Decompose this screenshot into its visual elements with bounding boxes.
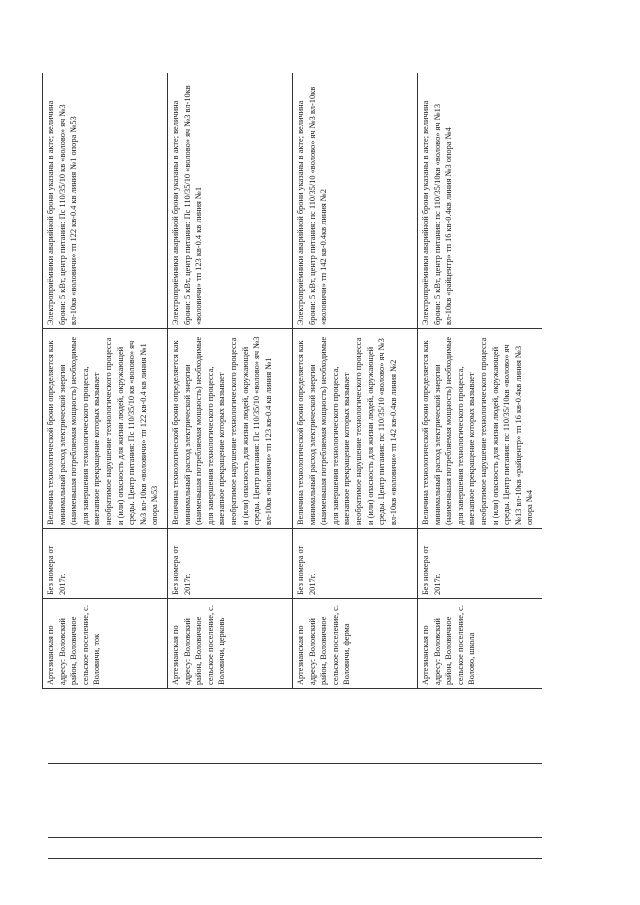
number-text: Без номера от 2017г. <box>296 545 317 595</box>
emergency-reserve-text: Электроприёмники аварийной брони указаны в акте; величина брони: 5 кВт, центр питания: пс 110/35/10 «волово» яч №3 вл-10кв «воловичи» тп 142 кв-0.4кв линия №2 <box>296 86 329 325</box>
technological-reserve-cell <box>168 329 293 529</box>
horizontal-rule-3 <box>48 858 542 859</box>
emergency-reserve-text: Электроприёмники аварийной брони указаны в акте; величина брони: 5 кВт, центр питания: Пс 110/35/10 «волово» яч №3 вл-10кв «воловичи» тп 123 кв-0.4 кв линия №1 <box>171 85 204 325</box>
number-cell <box>43 529 168 599</box>
address-text: Артезианская по адресу: Воловский район, Воловичное сельское поселение, с. Воловичи, ток <box>46 605 102 685</box>
number-text: Без номера от 2017г. <box>421 545 442 595</box>
horizontal-rule-2 <box>48 837 542 838</box>
number-text: Без номера от 2017г. <box>46 545 67 595</box>
emergency-reserve-text: Электроприёмники аварийной брони указаны в акте; величина брони: 5 кВт, центр питания: пс 110/35/10кв «волово» яч №13 вл-10кв «райцентр» тп 16 кв-0.4кв линия №3 опора №4 <box>421 100 454 325</box>
address-cell <box>293 599 418 689</box>
emergency-reserve-cell <box>418 73 543 329</box>
address-text: Артезианская по адресу: Воловский район, Воловичное сельское поселение, с. Воловичи, ферма <box>296 605 352 685</box>
horizontal-rule-1 <box>48 763 542 764</box>
technological-reserve-cell <box>418 329 543 529</box>
rotated-table-region <box>42 73 542 689</box>
address-cell <box>43 599 168 689</box>
number-text: Без номера от 2017г. <box>171 545 192 595</box>
table-row <box>293 73 418 689</box>
table-row <box>43 73 168 689</box>
emergency-reserve-cell <box>168 73 293 329</box>
technological-reserve-cell <box>43 329 168 529</box>
table-row <box>418 73 543 689</box>
emergency-reserve-text: Электроприёмники аварийной брони указаны в акте; величина брони: 5 кВт, центр питания: Пс 110/35/10 кв «волово» яч №3 вл-10кв «воловичи» тп 122 кв-0.4 кв линия №1 опора №53 <box>46 100 79 325</box>
technological-reserve-cell <box>293 329 418 529</box>
emergency-reserve-cell <box>43 73 168 329</box>
power-reserve-table <box>42 73 542 689</box>
address-text: Артезианская по адресу: Воловский район, Воловичное сельское поселение, с. Волово, школа <box>421 605 477 685</box>
emergency-reserve-cell <box>293 73 418 329</box>
address-cell <box>168 599 293 689</box>
technological-reserve-text: Величина технологической брони определяется как минимальный расход электрической энергии (наименьшая потребляемая мощность) необходимые для завершения технологического процесса, внезапное прекращение которых вызывает необратимое нарушение технологического процесса и (или) опасность для жизни людей, окружающей среды. Центр питания: Пс 110/35/10 «волово» яч №3 вл-10кв «воловичи» тп 123 кв-0.4 кв линия №1 <box>171 336 273 525</box>
technological-reserve-text: Величина технологической брони определяется как минимальный расход электрической энергии (наименьшая потребляемая мощность) необходимые для завершения технологического процесса, внезапное прекращение которых вызывает необратимое нарушение технологического процесса и (или) опасность для жизни людей, окружающей среды. Центр питания: пс 110/35/10 «волово» яч №3 вл-10кв «воловичи» тп 142 кв-0.4кв линия №2 <box>296 336 398 525</box>
technological-reserve-text: Величина технологической брони определяется как минимальный расход электрической энергии (наименьшая потребляемая мощность) необходимые для завершения технологического процесса, внезапное прекращение которых вызывает необратимое нарушение технологического процесса и (или) опасность для жизни людей, окружающей среды. Центр питания: пс 110/35/10кв «волово» яч №13 вл-10кв «райцентр» тп 16 кв-0.4кв линия №3 опора №4 <box>421 336 535 525</box>
address-cell <box>418 599 543 689</box>
address-text: Артезианская по адресу: Воловский район, Воловичное сельское поселение, с. Воловичи, церковь <box>171 605 227 685</box>
technological-reserve-text: Величина технологической брони определяется как минимальный расход электрической энергии (наименьшая потребляемая мощность) необходимые для завершения технологического процесса, внезапное прекращение которых вызывает необратимое нарушение технологического процесса и (или) опасность для жизни людей, окружающей среды. Центр питания: Пс 110/35/10 кв «волово» яч №3 вл-10кв «воловичи» тп 122 кв-0.4 кв линия №1 опора №53 <box>46 336 160 525</box>
rotated-table-container <box>42 73 542 689</box>
number-cell <box>418 529 543 599</box>
table-row <box>168 73 293 689</box>
number-cell <box>168 529 293 599</box>
number-cell <box>293 529 418 599</box>
